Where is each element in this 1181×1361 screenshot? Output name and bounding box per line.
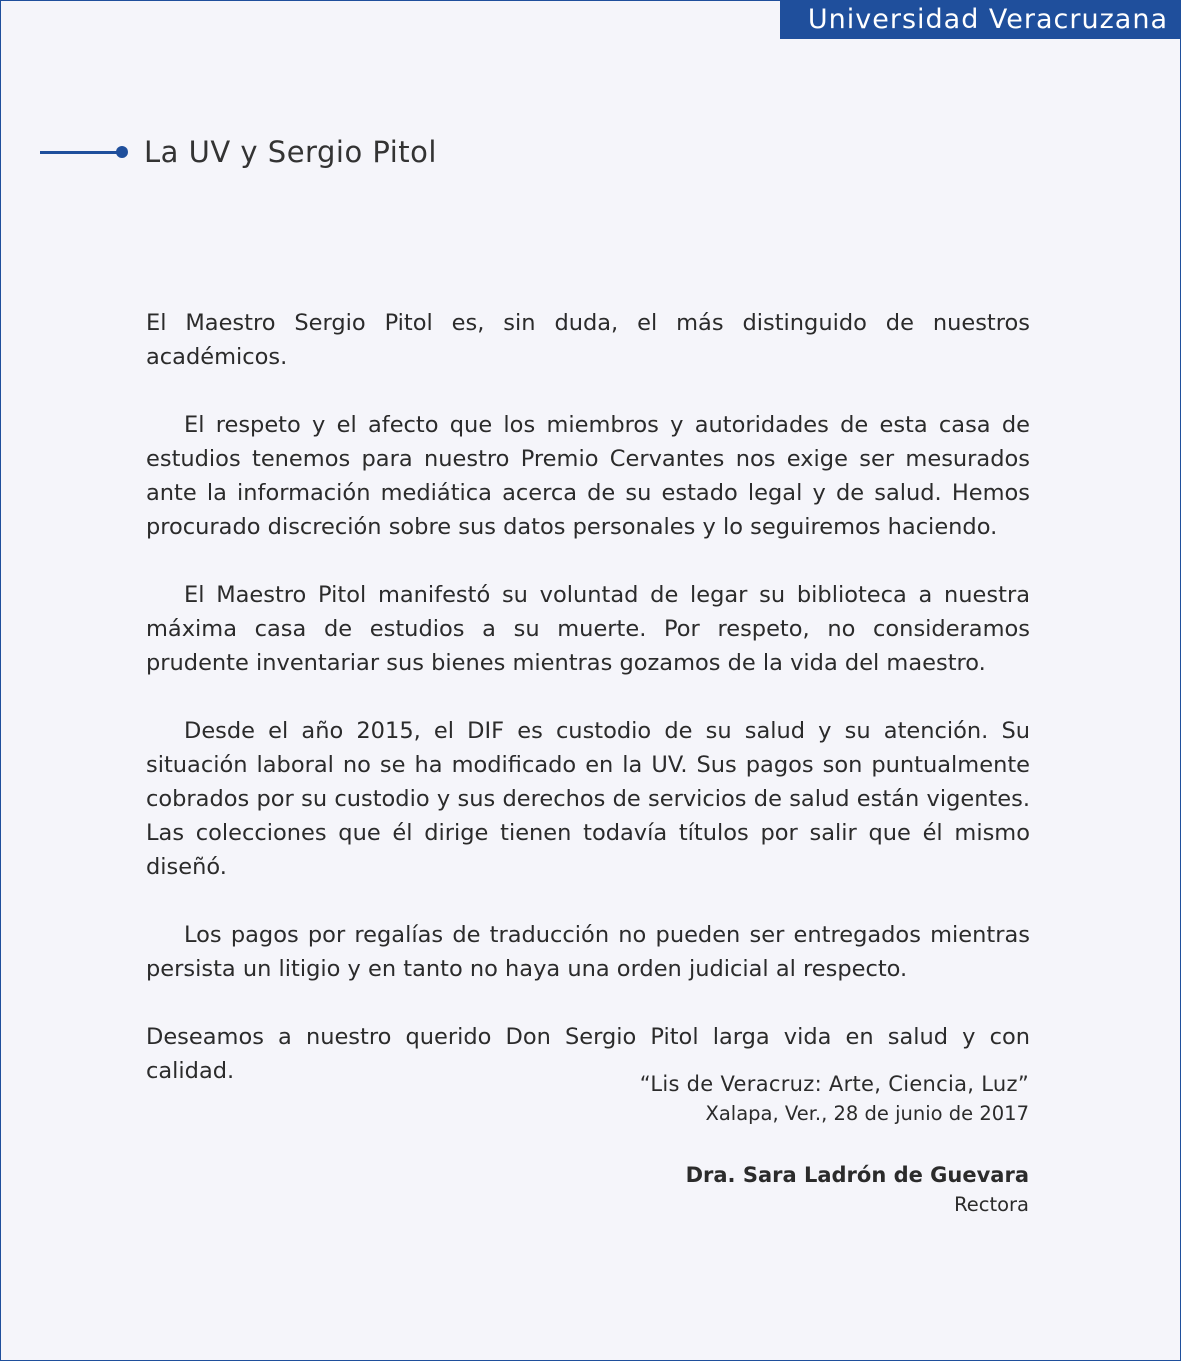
paragraph-4: Desde el año 2015, el DIF es custodio de su salud y su atención. Su situación laboral no se ha modificado en la UV. Sus pagos son puntualmente cobrados por su custodio y sus derechos de servicios de salud están vigentes. Las colecciones que él dirige tienen todavía títulos por salir que él mismo diseñó. <box>146 718 1030 880</box>
paragraph-2: El respeto y el afecto que los miembros y autoridades de esta casa de estudios tenemos para nuestro Premio Cervantes nos exige ser mesurados ante la información mediática acerca de su estado legal y de salud. Hemos procurado discreción sobre sus datos personales y lo seguiremos haciendo. <box>146 412 1030 540</box>
heading-line-decoration <box>40 151 118 154</box>
signer-role: Rectora <box>954 1193 1029 1216</box>
signer-name: Dra. Sara Ladrón de Guevara <box>685 1163 1029 1187</box>
section-title: La UV y Sergio Pitol <box>144 135 437 169</box>
heading-dot-icon <box>116 146 128 158</box>
section-heading <box>40 128 437 176</box>
institution-name: Universidad Veracruzana <box>807 4 1168 35</box>
paragraph-1: El Maestro Sergio Pitol es, sin duda, el más distinguido de nuestros académicos. <box>146 310 1030 370</box>
paragraph-6: Deseamos a nuestro querido Don Sergio Pitol larga vida en salud y con calidad. <box>146 1024 1030 1084</box>
letter-closing <box>640 1068 1029 1220</box>
motto: “Lis de Veracruz: Arte, Ciencia, Luz” <box>639 1072 1029 1096</box>
paragraph-3: El Maestro Pitol manifestó su voluntad de legar su biblioteca a nuestra máxima casa de estudios a su muerte. Por respeto, no consideramos prudente inventariar sus bienes mientras gozamos de la vida del maestro. <box>146 582 1030 676</box>
institution-badge <box>780 0 1180 39</box>
place-date: Xalapa, Ver., 28 de junio de 2017 <box>705 1102 1029 1125</box>
paragraph-5: Los pagos por regalías de traducción no pueden ser entregados mientras persista un litigio y en tanto no haya una orden judicial al respecto. <box>146 922 1030 982</box>
letter-body <box>146 306 1030 1088</box>
